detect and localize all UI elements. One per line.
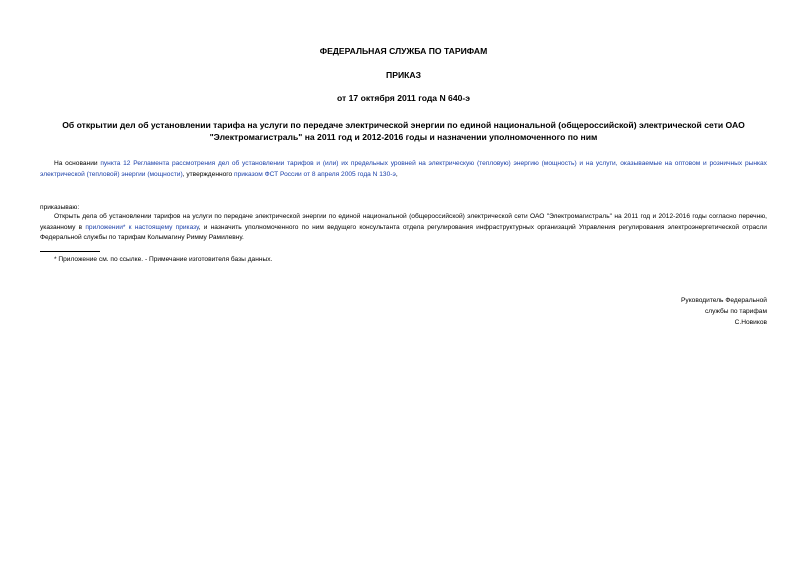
preamble-end: , — [395, 170, 398, 178]
order-text-start: Открыть дела об установлении тарифов на услуги по передаче электрической энергии по единой национальной (общероссийской) электрической сети ОАО "Электромагистраль" на 2011 год и 2012-2016 годы согласно перечню, указанному в — [40, 213, 767, 231]
preamble-intro: На основании — [54, 160, 101, 167]
signature-position-line-2: службы по тарифам — [704, 308, 767, 316]
document-title-line-1: Об открытии дел об установлении тарифа на услуги по передаче электрической энергии по единой национальной (общероссийской) электрической сети ОАО — [62, 120, 745, 130]
order-130e-link[interactable]: приказом ФСТ России от 8 апреля 2005 года N 130-э — [234, 170, 396, 178]
document-date-number: от 17 октября 2011 года N 640-э — [337, 93, 470, 103]
order-label: приказываю: — [40, 204, 80, 211]
footnote: * Приложение см. по ссылке. - Примечание изготовителя базы данных. — [54, 256, 273, 263]
order-text-end: , и назначить уполномоченного по ним ведущего консультанта отдела регулирования инфраструктурных организаций Управления регулирования электроэнергетической отрасли Федеральной службы по тарифам Колымагину Римму Рамилевну. — [40, 223, 767, 242]
preamble-paragraph — [40, 159, 767, 180]
signature-block — [567, 295, 767, 329]
signature-name: С.Новиков — [734, 319, 767, 327]
appendix-link[interactable]: приложении* к настоящему приказу — [85, 223, 199, 231]
document-title-line-2: "Электромагистраль" на 2011 год и 2012-2016 годы и назначении уполномоченного по ним — [209, 131, 598, 142]
signature-position-line-1: Руководитель Федеральной — [681, 297, 767, 304]
footnote-divider — [40, 251, 100, 252]
regulation-link[interactable]: пункта 12 Регламента рассмотрения дел об установлении тарифов и (или) их предельных уровней на электрическую (тепловую) энергию (мощность) и на услуги, оказываемые на оптовом и розничных рынках электрической (тепловой) энергии (мощности) — [40, 160, 767, 178]
preamble-middle: , утвержденного — [182, 170, 235, 178]
agency-name: ФЕДЕРАЛЬНАЯ СЛУЖБА ПО ТАРИФАМ — [319, 46, 488, 56]
document-title — [40, 120, 767, 143]
order-paragraph — [40, 212, 767, 244]
document-type: ПРИКАЗ — [386, 70, 421, 80]
